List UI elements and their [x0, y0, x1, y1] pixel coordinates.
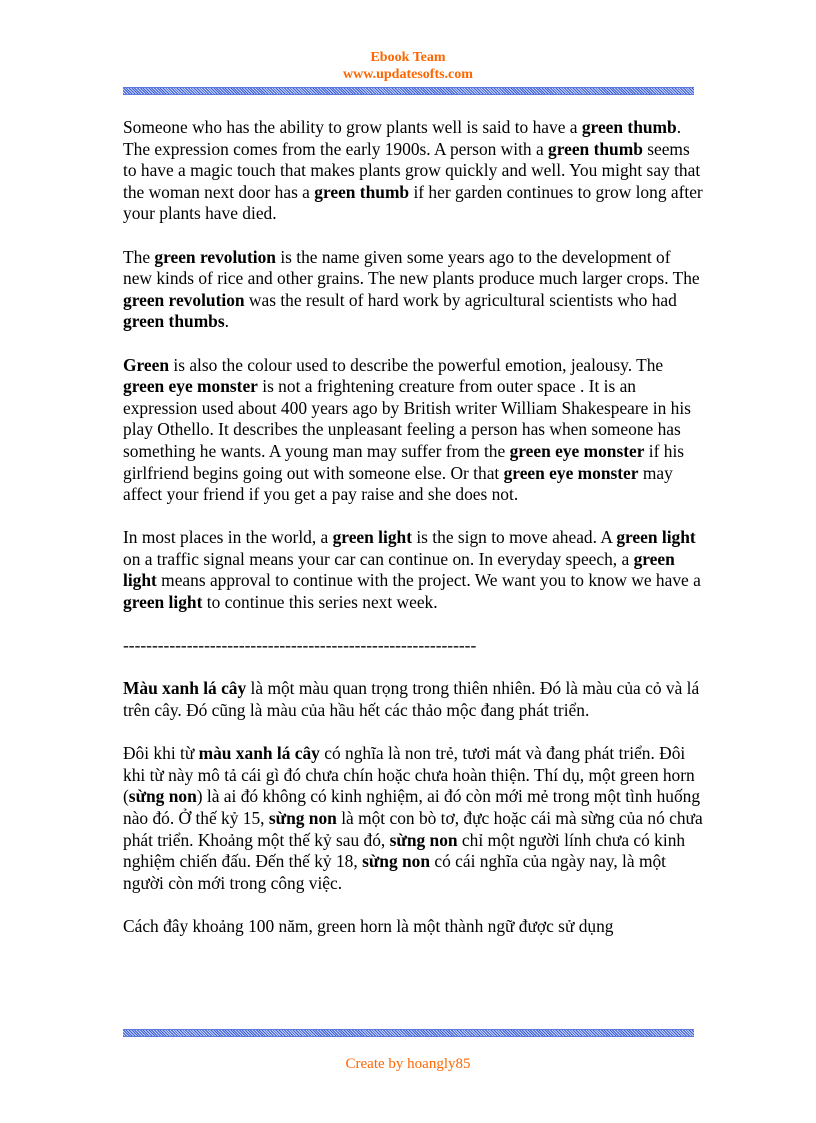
header-rule — [123, 87, 694, 95]
bold-term: green thumb — [581, 117, 677, 137]
text-run: The — [123, 246, 155, 267]
bold-term: sừng non — [128, 786, 197, 807]
text-run: có cái nghĩa của ngày nay, là một người còn mới trong công việc. — [123, 851, 667, 893]
bold-term: green light — [616, 527, 696, 548]
bold-term: green eye monster — [509, 440, 645, 461]
header-team-name: Ebook Team — [370, 50, 446, 65]
bold-term: green thumb — [314, 181, 410, 202]
bold-term: green eye monster — [123, 376, 258, 397]
text-run: Cách đây khoảng 100 năm, green horn là một thành ngữ được sử dụng — [123, 915, 614, 936]
text-run: Đôi khi từ — [123, 743, 199, 764]
bold-term: green eye monster — [503, 462, 639, 483]
english-paragraph-3 — [123, 355, 703, 506]
bold-term: sừng non — [362, 851, 431, 872]
text-run: is the sign to move ahead. A — [412, 527, 617, 548]
text-run: means approval to continue with the project. We want you to know we have a — [156, 570, 701, 591]
bold-term: Màu xanh lá cây — [123, 678, 247, 699]
article-body — [123, 117, 703, 959]
english-paragraph-2 — [123, 247, 703, 333]
english-paragraph-4 — [123, 527, 703, 613]
text-run: . The expression comes from the early 1900s. A person with a — [123, 117, 682, 159]
text-run: was the result of hard work by agricultural scientists who had — [244, 289, 677, 310]
text-run: may affect your friend if you get a pay raise and she does not. — [123, 462, 673, 505]
text-run: is the name given some years ago to the development of new kinds of rice and other grains. The new plants produce much larger crops. The — [123, 246, 700, 289]
text-run: chỉ một người lính chưa có kinh nghiệm chiến đấu. Đến thế kỷ 18, — [123, 829, 686, 872]
text-run: In most places in the world, a — [123, 527, 333, 548]
bold-term: sừng non — [389, 829, 458, 850]
vietnamese-paragraph-2 — [123, 743, 703, 894]
text-run: là một con bò tơ, đực hoặc cái mà sừng của nó chưa phát triển. Khoảng một thế kỷ sau đó, — [123, 808, 703, 850]
page-footer: Create by hoangly85 — [345, 1056, 471, 1072]
bold-term: sừng non — [268, 808, 337, 828]
bold-term: green revolution — [154, 246, 276, 267]
english-paragraph-1 — [123, 117, 703, 225]
text-run: là một màu quan trọng trong thiên nhiên. Đó là màu của cỏ và lá trên cây. Đó cũng là màu của hầu hết các thảo mộc đang phát triển. — [123, 678, 700, 721]
footer-rule — [123, 1029, 694, 1037]
bold-term: green light — [332, 527, 412, 548]
bold-term: Green — [123, 354, 170, 375]
vietnamese-section — [123, 678, 703, 937]
text-run: Someone who has the ability to grow plants well is said to have a — [123, 117, 582, 137]
english-section — [123, 117, 703, 614]
section-separator: ------------------------------------------------------------- — [123, 635, 477, 656]
text-run: on a traffic signal means your car can continue on. In everyday speech, a — [123, 548, 634, 569]
bold-term: green thumb — [548, 138, 643, 159]
bold-term: green light — [123, 592, 203, 613]
text-run: seems to have a magic touch that makes plants grow quickly and well. You might say that the woman next door has a — [123, 138, 701, 202]
text-run: if his girlfriend begins going out with someone else. Or that — [123, 440, 685, 483]
text-run: có nghĩa là non trẻ, tươi mát và đang phát triển. Đôi khi từ này mô tả cái gì đó chưa chín hoặc chưa hoàn thiện. Thí dụ, một green horn ( — [123, 743, 695, 807]
bold-term: màu xanh lá cây — [198, 743, 320, 764]
text-run: is not a frightening creature from outer space . It is an expression used about 400 years ago by British writer William Shakespeare in his play Othello. It describes the unpleasant feeling a person has when someone has something he wants. A young man may suffer from the — [123, 376, 691, 461]
text-run: to continue this series next week. — [202, 592, 438, 613]
text-run: ) là ai đó không có kinh nghiệm, ai đó còn mới mẻ trong một tình huống nào đó. Ở thế kỷ 15, — [123, 786, 701, 828]
text-run: if her garden continues to grow long after your plants have died. — [123, 181, 703, 224]
bold-term: green revolution — [123, 289, 245, 310]
vietnamese-paragraph-1 — [123, 678, 703, 721]
header-website: www.updatesofts.com — [343, 67, 473, 82]
vietnamese-paragraph-3 — [123, 916, 703, 938]
page-header — [0, 49, 816, 83]
bold-term: green thumbs — [123, 311, 225, 332]
text-run: . — [224, 311, 229, 332]
bold-term: green light — [123, 548, 675, 591]
text-run: is also the colour used to describe the powerful emotion, jealousy. The — [169, 354, 664, 375]
